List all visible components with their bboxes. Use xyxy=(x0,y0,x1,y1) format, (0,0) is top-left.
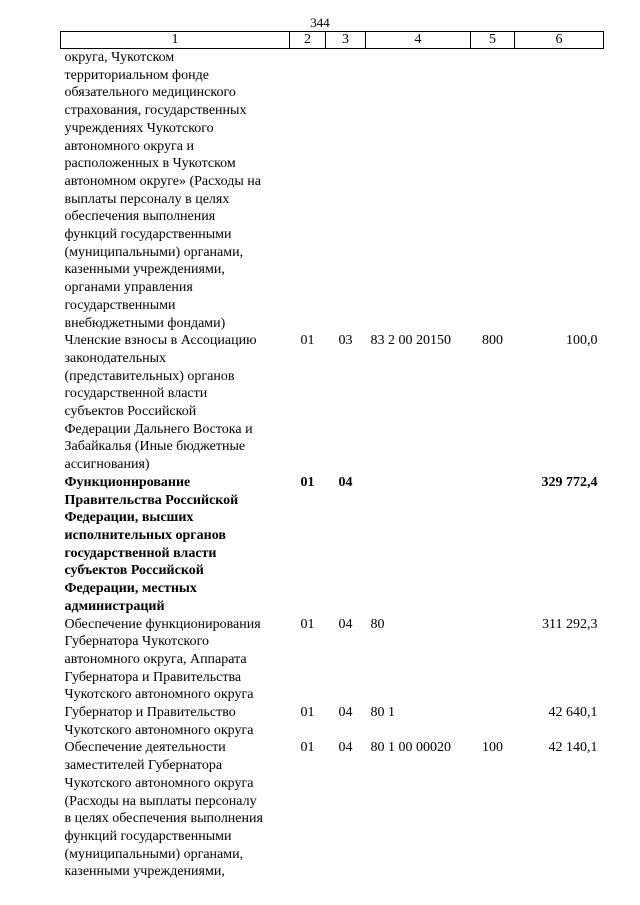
row-name-line: расположенных в Чукотском xyxy=(64,156,236,172)
table-row xyxy=(61,332,604,474)
expense-type-cell: 800 xyxy=(482,333,503,349)
row-name-line: Членские взносы в Ассоциацию xyxy=(64,333,257,349)
subsection-code-cell xyxy=(326,49,366,333)
table-row xyxy=(61,49,604,333)
section-code-cell: 01 xyxy=(300,333,315,349)
row-name-line: Губернатор и Правительство xyxy=(64,705,236,721)
expense-type-cell xyxy=(471,474,515,616)
row-name-line: Забайкалья (Иные бюджетные xyxy=(64,439,246,455)
column-header-6: 6 xyxy=(515,32,604,49)
row-name-line: заместителей Губернатора xyxy=(64,758,223,774)
amount-cell: 329 772,4 xyxy=(541,474,598,490)
row-name-line: Чукотского автономного округа xyxy=(64,775,254,791)
column-header-1: 1 xyxy=(61,32,290,49)
amount-cell: 42 140,1 xyxy=(548,740,598,756)
row-name-line: Правительства Российской xyxy=(64,492,239,508)
section-code-cell: 01 xyxy=(300,474,315,490)
row-name-cell xyxy=(61,704,290,739)
expense-type-cell: 100 xyxy=(482,740,503,756)
amount-cell: 100,0 xyxy=(566,333,598,349)
row-name-line: Обеспечение деятельности xyxy=(64,740,226,756)
row-name-line: в целях обеспечения выполнения xyxy=(64,811,263,827)
row-name-line: функций государственными xyxy=(64,227,232,243)
row-name-line: Федерации Дальнего Востока и xyxy=(64,421,253,437)
row-name-line: исполнительных органов xyxy=(64,527,226,543)
expense-type-cell xyxy=(471,616,515,705)
row-name-line: (Расходы на выплаты персоналу xyxy=(64,793,257,809)
column-header-2: 2 xyxy=(290,32,326,49)
row-name-line: субъектов Российской xyxy=(64,563,204,579)
row-name-cell xyxy=(61,474,290,616)
row-name-line: субъектов Российской xyxy=(64,404,197,420)
row-name-line: администраций xyxy=(64,598,165,614)
target-article-cell: 80 xyxy=(370,616,385,632)
amount-cell: 311 292,3 xyxy=(542,616,598,632)
amount-cell: 42 640,1 xyxy=(548,705,598,721)
section-code-cell: 01 xyxy=(300,705,315,721)
expense-type-cell xyxy=(471,704,515,739)
column-header-4: 4 xyxy=(366,32,471,49)
row-name-line: Федерации, местных xyxy=(64,581,197,597)
subsection-code-cell: 04 xyxy=(338,474,353,490)
target-article-cell: 83 2 00 20150 xyxy=(370,333,451,349)
row-name-line: Федерации, высших xyxy=(64,510,194,526)
row-name-cell xyxy=(61,332,290,474)
table-row xyxy=(61,739,604,881)
row-name-line: Обеспечение функционирования xyxy=(64,616,261,632)
table-row xyxy=(61,704,604,739)
row-name-line: внебюджетными фондами) xyxy=(64,315,226,331)
row-name-line: обязательного медицинского xyxy=(64,85,236,101)
row-name-line: (муниципальными) органами, xyxy=(64,846,244,862)
row-name-cell xyxy=(61,616,290,705)
column-header-3: 3 xyxy=(326,32,366,49)
column-header-5: 5 xyxy=(471,32,515,49)
row-name-line: государственной власти xyxy=(64,386,208,402)
row-name-line: казенными учреждениями, xyxy=(64,262,225,278)
row-name-line: функций государственными xyxy=(64,828,232,844)
subsection-code-cell: 04 xyxy=(338,705,353,721)
row-name-line: автономного округа и xyxy=(64,138,194,154)
target-article-cell xyxy=(366,49,471,333)
subsection-code-cell: 04 xyxy=(338,616,353,632)
amount-cell xyxy=(515,49,604,333)
table-row xyxy=(61,474,604,616)
row-name-line: законодательных xyxy=(64,350,166,366)
row-name-line: Чукотского автономного округа xyxy=(64,722,254,738)
row-name-line: (представительных) органов xyxy=(64,368,235,384)
target-article-cell xyxy=(366,474,471,616)
section-code-cell: 01 xyxy=(300,616,315,632)
target-article-cell: 80 1 xyxy=(370,705,395,721)
row-name-line: Функционирование xyxy=(64,474,191,490)
row-name-cell xyxy=(61,739,290,881)
row-name-line: учреждениях Чукотского xyxy=(64,120,214,136)
subsection-code-cell: 03 xyxy=(338,333,353,349)
row-name-line: автономного округа, Аппарата xyxy=(64,651,247,667)
page-number: 344 xyxy=(310,15,330,30)
table-row xyxy=(61,616,604,705)
table-header-row xyxy=(61,32,604,49)
row-name-line: выплаты персоналу в целях xyxy=(64,191,230,207)
row-name-line: казенными учреждениями, xyxy=(64,864,225,880)
subsection-code-cell: 04 xyxy=(338,740,353,756)
row-name-line: территориальном фонде xyxy=(64,67,209,83)
row-name-line: органами управления xyxy=(64,280,193,296)
section-code-cell: 01 xyxy=(300,740,315,756)
row-name-line: округа, Чукотском xyxy=(64,50,175,65)
row-name-line: ассигнования) xyxy=(64,457,150,473)
row-name-line: (муниципальными) органами, xyxy=(64,244,244,260)
target-article-cell: 80 1 00 00020 xyxy=(370,740,451,756)
row-name-cell xyxy=(61,49,290,333)
row-name-line: государственной власти xyxy=(64,545,217,561)
row-name-line: государственными xyxy=(64,297,176,313)
row-name-line: обеспечения выполнения xyxy=(64,209,216,225)
budget-table xyxy=(60,31,604,881)
row-name-line: Чукотского автономного округа xyxy=(64,687,254,703)
row-name-line: Губернатора Чукотского xyxy=(64,634,210,650)
row-name-line: автономном округе» (Расходы на xyxy=(64,173,261,189)
section-code-cell xyxy=(290,49,326,333)
expense-type-cell xyxy=(471,49,515,333)
row-name-line: Губернатора и Правительства xyxy=(64,669,242,685)
row-name-line: страхования, государственных xyxy=(64,103,247,119)
